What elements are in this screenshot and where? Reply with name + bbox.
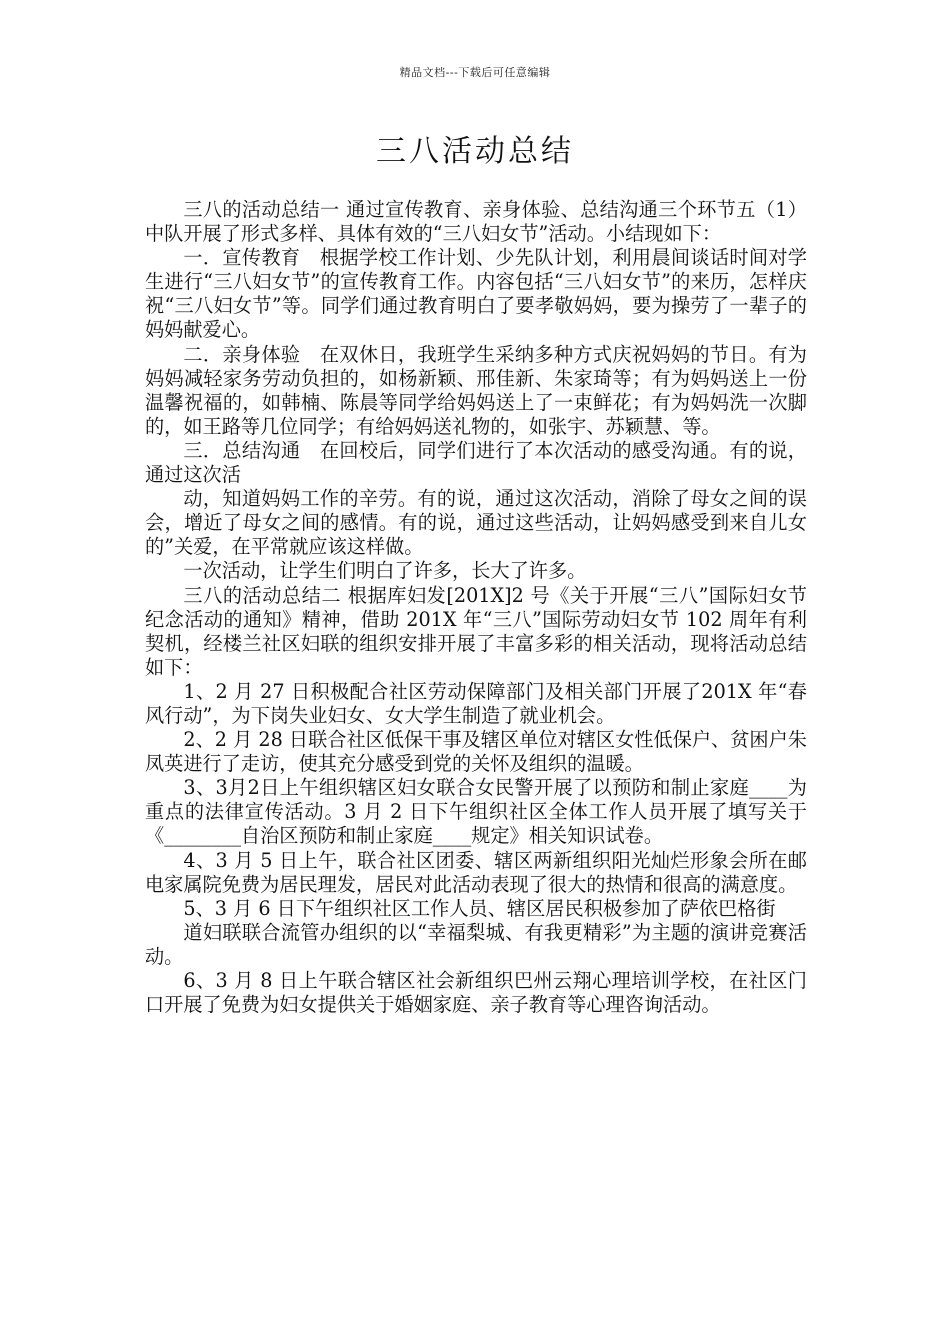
paragraph-item-5: 5、3 月 6 日下午组织社区工作人员、辖区居民积极参加了萨依巴格街	[183, 896, 776, 920]
paragraph-item-4: 4、3 月 5 日上午，联合社区团委、辖区两新组织阳光灿烂形象会所在邮电家属院免费为居民理发，居民对此活动表现了很大的热情和很高的满意度。	[145, 848, 807, 896]
paragraph-summary-communication: 三．总结沟通 在回校后，同学们进行了本次活动的感受沟通。有的说，通过这次活	[145, 438, 807, 487]
paragraph-conclusion-one: 一次活动，让学生们明白了许多，长大了许多。	[183, 559, 587, 583]
paragraph-item-3: 3、3月2日上午组织辖区妇女联合女民警开展了以预防和制止家庭____为重点的法律宣传活动。3 月 2 日下午组织社区全体工作人员开展了填写关于《________自治区预防和制止家庭____规定》相关知识试卷。	[145, 776, 807, 848]
paragraph-personal-experience: 二．亲身体验 在双休日，我班学生采纳多种方式庆祝妈妈的节日。有为妈妈减轻家务劳动负担的，如杨新颖、邢佳新、朱家琦等；有为妈妈送上一份温馨祝福的，如韩楠、陈晨等同学给妈妈送上了一束鲜花；有为妈妈洗一次脚的，如王路等几位同学；有给妈妈送礼物的，如张宇、苏颖慧、等。	[145, 342, 807, 438]
paragraph-item-2: 2、2 月 28 日联合社区低保干事及辖区单位对辖区女性低保户、贫困户朱凤英进行了走访，使其充分感受到党的关怀及组织的温暖。	[145, 728, 807, 776]
paragraph-publicity-education: 一．宣传教育 根据学校工作计划、少先队计划，利用晨间谈话时间对学生进行“三八妇女节”的宣传教育工作。内容包括“三八妇女节”的来历，怎样庆祝“三八妇女节”等。同学们通过教育明白了要孝敬妈妈，要为操劳了一辈子的妈妈献爱心。	[145, 246, 807, 342]
paragraph-communication-continued: 动，知道妈妈工作的辛劳。有的说，通过这次活动，消除了母女之间的误会，增近了母女之间的感情。有的说，通过这些活动，让妈妈感受到来自儿女的”关爱，在平常就应该这样做。	[145, 487, 807, 559]
document-body	[145, 198, 807, 1017]
header-note: 精品文档---下载后可任意编辑	[399, 66, 551, 79]
document-title: 三八活动总结	[376, 134, 574, 169]
paragraph-item-1: 1、2 月 27 日积极配合社区劳动保障部门及相关部门开展了201X 年“春风行动”，为下岗失业妇女、女大学生制造了就业机会。	[145, 679, 807, 727]
paragraph-summary-one-intro: 三八的活动总结一 通过宣传教育、亲身体验、总结沟通三个环节五（1）中队开展了形式多样、具体有效的“三八妇女节”活动。小结现如下：	[145, 198, 807, 246]
paragraph-item-6: 6、3 月 8 日上午联合辖区社会新组织巴州云翔心理培训学校，在社区门口开展了免费为妇女提供关于婚姻家庭、亲子教育等心理咨询活动。	[145, 969, 807, 1017]
paragraph-summary-two-intro: 三八的活动总结二 根据库妇发[201X]2 号《关于开展“三八”国际妇女节纪念活动的通知》精神，借助 201X 年“三八”国际劳动妇女节 102 周年有利契机，经楼兰社区妇联的组织安排开展了丰富多彩的相关活动，现将活动总结如下：	[145, 583, 807, 679]
paragraph-item-5-continued: 道妇联联合流管办组织的以“幸福梨城、有我更精彩”为主题的演讲竞赛活动。	[145, 920, 807, 968]
